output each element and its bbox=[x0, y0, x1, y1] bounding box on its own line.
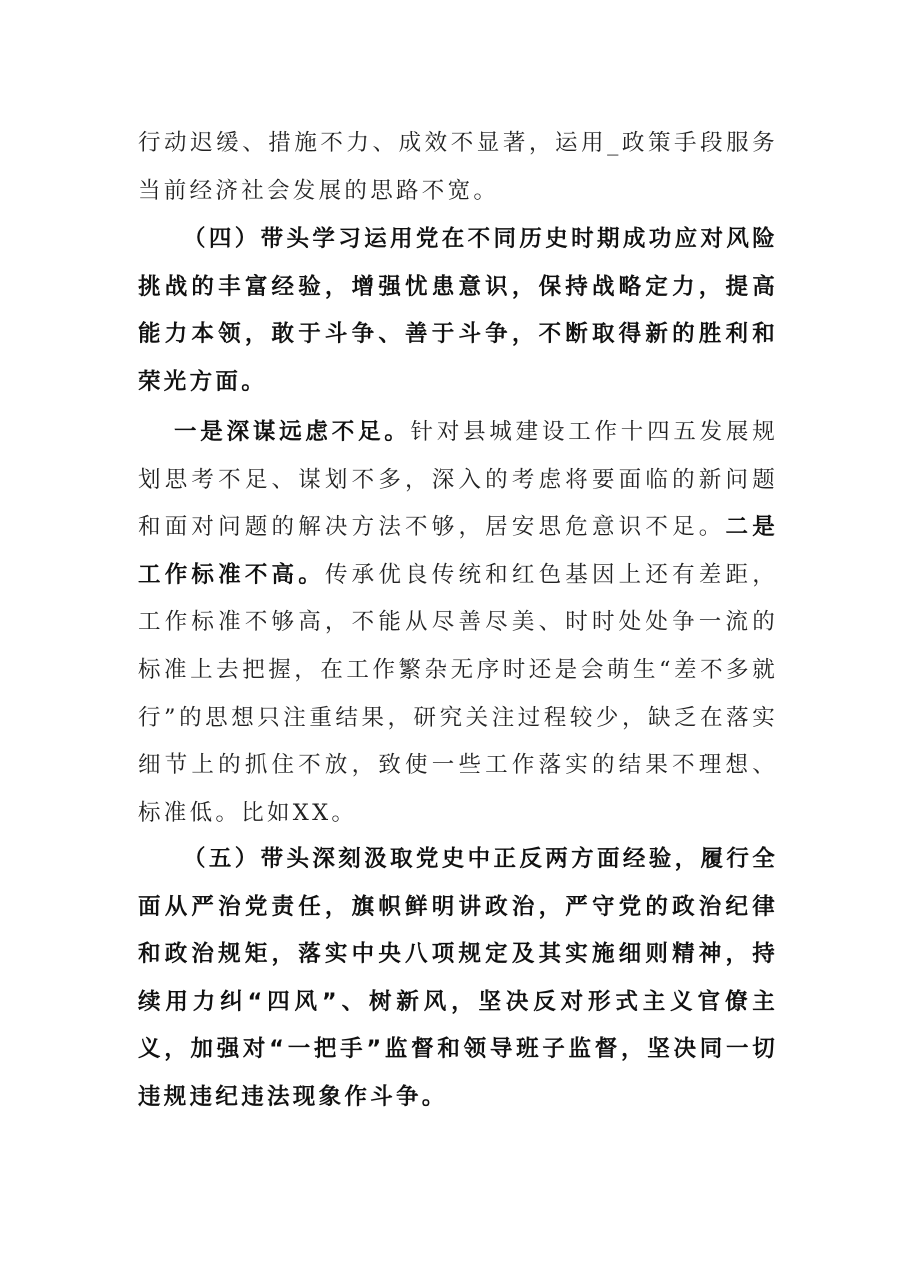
lead-phrase-2: 二是工作标准不高。 bbox=[138, 514, 778, 588]
section-heading-5 bbox=[138, 836, 778, 1122]
body-text-2: 传承优良传统和红色基因上还有差距，工作标准不够高，不能从尽善尽美、时时处处争一流的标准上去把握，在工作繁杂无序时还是会萌生“差不多就行”的思想只注重结果，研究关注过程较少，缺乏在落实细节上的抓住不放，致使一些工作落实的结果不理想、标准低。比如XX。 bbox=[138, 561, 778, 826]
paragraph-issues-4 bbox=[138, 409, 778, 837]
heading-text: （四）带头学习运用党在不同历史时期成功应对风险挑战的丰富经验，增强忧患意识，保持战略定力，提高能力本领，敢于斗争、善于斗争，不断取得新的胜利和荣光方面。 bbox=[138, 226, 778, 395]
paragraph-text bbox=[138, 409, 778, 837]
section-heading-4 bbox=[138, 216, 778, 406]
lead-phrase-1: 一是深谋远虑不足。 bbox=[174, 419, 411, 445]
body-text-1: 针对县城建设工作十四五发展规划思考不足、谋划不多，深入的考虑将要面临的新问题和面对问题的解决方法不够，居安思危意识不足。 bbox=[138, 419, 779, 541]
paragraph-text: 行动迟缓、措施不力、成效不显著，运用_政策手段服务当前经济社会发展的思路不宽。 bbox=[138, 130, 778, 204]
heading-text: （五）带头深刻汲取党史中正反两方面经验，履行全面从严治党责任，旗帜鲜明讲政治，严守党的政治纪律和政治规矩，落实中央八项规定及其实施细则精神，持续用力纠“四风”、树新风，坚决反对形式主义官僚主义，加强对“一把手”监督和领导班子监督，坚决同一切违规违纪违法现象作斗争。 bbox=[138, 846, 778, 1110]
paragraph-continuation bbox=[138, 120, 778, 215]
